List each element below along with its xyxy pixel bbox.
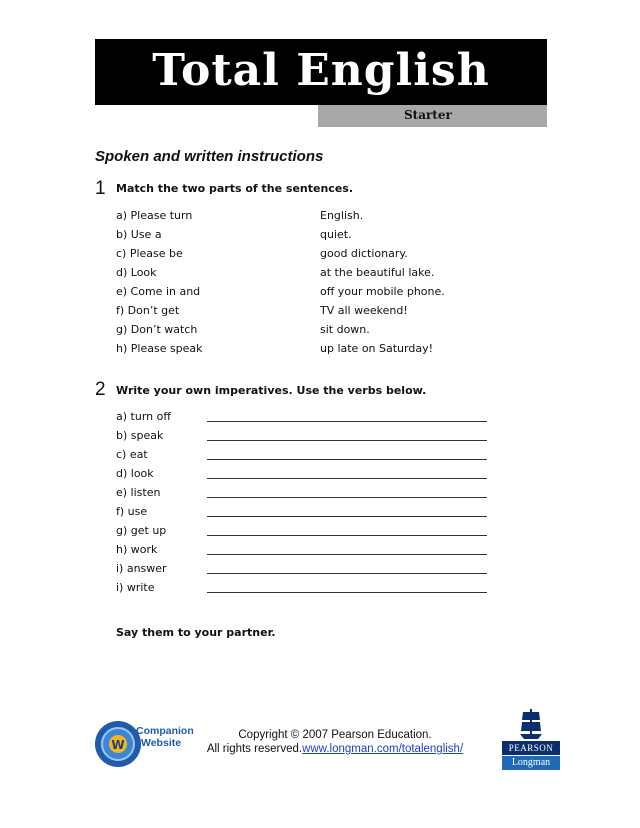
list-item (0, 228, 640, 247)
verb-label: d) look (116, 467, 154, 480)
answer-line[interactable] (207, 535, 487, 536)
sentence-start: c) Please be (116, 247, 183, 260)
list-item (0, 304, 640, 323)
companion-line-1: Companion (136, 725, 194, 737)
verb-label: b) speak (116, 429, 164, 442)
rights-line (190, 742, 480, 756)
sentence-end: at the beautiful lake. (320, 266, 435, 279)
sentence-start: f) Don’t get (116, 304, 180, 317)
sentence-end: up late on Saturday! (320, 342, 434, 355)
answer-line[interactable] (207, 440, 487, 441)
rights-text: All rights reserved. (206, 743, 303, 755)
level-bar (318, 105, 547, 127)
answer-line[interactable] (207, 459, 487, 460)
sentence-start: e) Come in and (116, 285, 201, 298)
pearson-label: PEARSON (502, 741, 560, 755)
answer-line[interactable] (207, 592, 487, 593)
sentence-start: h) Please speak (116, 342, 203, 355)
sentence-start: a) Please turn (116, 209, 193, 222)
verb-label: e) listen (116, 486, 161, 499)
sentence-start: b) Use a (116, 228, 162, 241)
answer-line[interactable] (207, 554, 487, 555)
list-item (0, 323, 640, 342)
book-title: Total English (152, 45, 490, 96)
header-banner (95, 39, 547, 105)
sentence-end: quiet. (320, 228, 352, 241)
verb-label: c) eat (116, 448, 148, 461)
list-item (0, 266, 640, 285)
closing-instruction: Say them to your partner. (116, 626, 276, 639)
exercise-1-instruction: Match the two parts of the sentences. (116, 182, 353, 195)
ship-icon (502, 706, 560, 740)
longman-label: Longman (502, 756, 560, 770)
verb-label: f) use (116, 505, 148, 518)
svg-text:W: W (111, 738, 125, 752)
answer-line[interactable] (207, 573, 487, 574)
list-item (0, 342, 640, 361)
verb-label: h) work (116, 543, 158, 556)
answer-line[interactable] (207, 516, 487, 517)
answer-line[interactable] (207, 497, 487, 498)
sentence-end: off your mobile phone. (320, 285, 445, 298)
copyright-line: Copyright © 2007 Pearson Education. (238, 729, 432, 741)
list-item (0, 285, 640, 304)
website-link[interactable]: www.longman.com/totalenglish/ (302, 743, 464, 755)
companion-line-2: Website (141, 737, 182, 749)
verb-label: i) write (116, 581, 155, 594)
list-item (0, 247, 640, 266)
exercise-2-number: 2 (95, 379, 106, 400)
pearson-longman-logo (502, 706, 560, 770)
sentence-start: g) Don’t watch (116, 323, 198, 336)
sentence-end: TV all weekend! (320, 304, 408, 317)
verb-label: a) turn off (116, 410, 171, 423)
sentence-end: English. (320, 209, 364, 222)
verb-label: i) answer (116, 562, 167, 575)
sentence-start: d) Look (116, 266, 157, 279)
level-label: Starter (404, 108, 452, 122)
page-title: Spoken and written instructions (95, 148, 324, 165)
verb-label: g) get up (116, 524, 167, 537)
exercise-2-instruction: Write your own imperatives. Use the verbs below. (116, 384, 427, 397)
answer-line[interactable] (207, 421, 487, 422)
exercise-1-number: 1 (95, 178, 106, 199)
sentence-end: good dictionary. (320, 247, 408, 260)
list-item (0, 209, 640, 228)
sentence-end: sit down. (320, 323, 370, 336)
companion-website-logo[interactable] (94, 718, 194, 770)
answer-line[interactable] (207, 478, 487, 479)
